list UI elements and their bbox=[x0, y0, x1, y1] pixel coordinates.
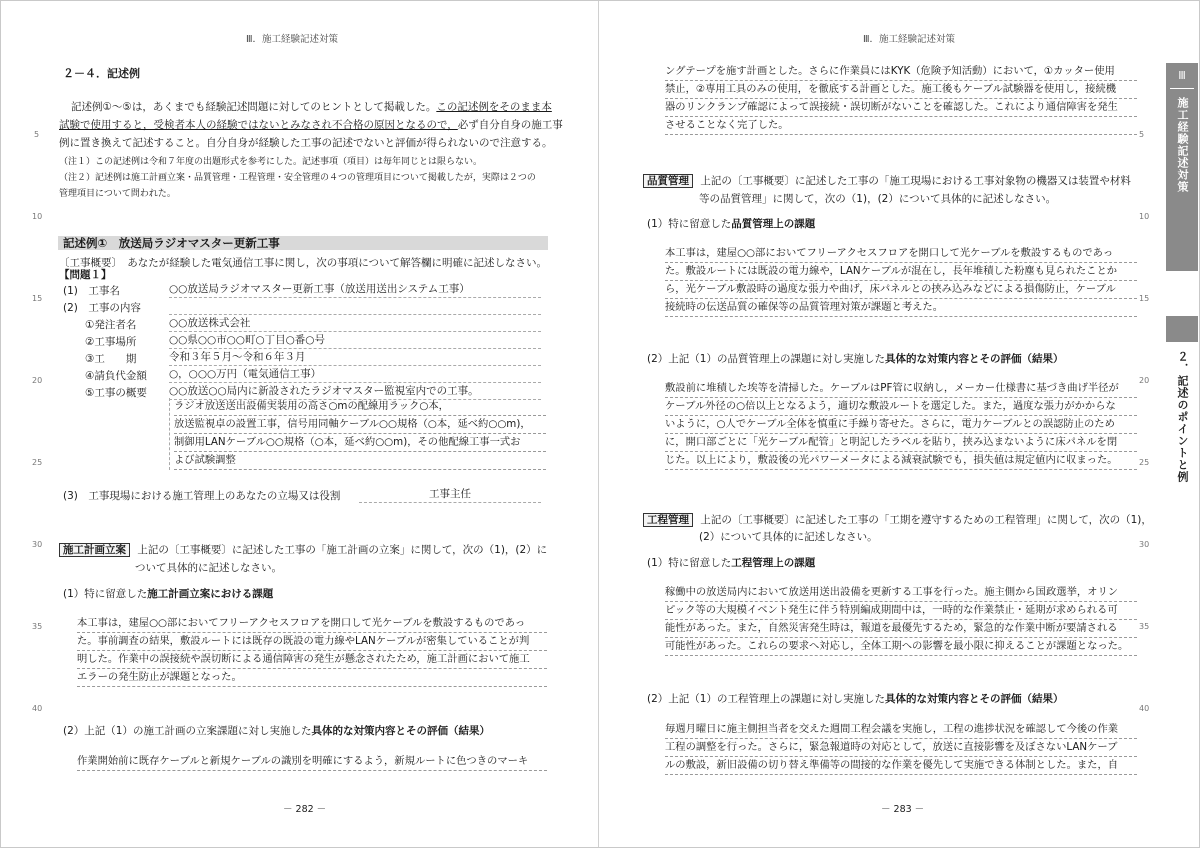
quality-sub1: (1）特に留意した品質管理上の課題 bbox=[647, 218, 816, 230]
intro-line2: 試験で使用すると，受検者本人の経験ではないとみなされ不合格の原因となるので，必ず自分自身の施工事 bbox=[59, 119, 563, 131]
plan-answer-2: 作業開始前に既存ケーブルと新規ケーブルの識別を明確にするよう，新規ルートに色つきのマーキ bbox=[77, 753, 547, 771]
line-number: 10 bbox=[32, 212, 43, 221]
plan-sub2: (2）上記（1）の施工計画の立案課題に対し実施した具体的な対策内容とその評価（結果） bbox=[63, 725, 490, 737]
line-number: 15 bbox=[32, 294, 43, 303]
line-number: 15 bbox=[1139, 294, 1150, 303]
line-number: 35 bbox=[32, 622, 43, 631]
item-label: ③工 期 bbox=[85, 353, 137, 365]
line-number: 10 bbox=[1139, 212, 1150, 221]
right-page bbox=[601, 1, 1199, 847]
plan-question: 施工計画立案 上記の〔工事概要〕に記述した工事の「施工計画の立案」に関して，次の（1)，(2）に bbox=[59, 542, 547, 557]
overview-continued: ラジオ放送送出設備実装用の高さ○mの配線用ラック○本， 放送監視卓の設置工事，信号用同軸ケーブル○○規格（○本，延べ約○○m)， 制御用LANケーブル○○規格（○本，延べ約○○m)，その他配線工事一式お よび試験調整 bbox=[169, 398, 546, 470]
schedule-tag: 工程管理 bbox=[643, 513, 693, 527]
line-number: 30 bbox=[1139, 540, 1150, 549]
item-value: 令和３年５月～令和６年３月 bbox=[169, 349, 541, 366]
quality-tag: 品質管理 bbox=[643, 174, 693, 188]
note-2: （注２）記述例は施工計画立案・品質管理・工程管理・安全管理の４つの管理項目について掲載したが，実際は２つの bbox=[59, 173, 536, 183]
item-value: ○○放送株式会社 bbox=[169, 315, 541, 332]
line-number: 5 bbox=[34, 130, 40, 139]
schedule-sub2: (2）上記（1）の工程管理上の課題に対し実施した具体的な対策内容とその評価（結果） bbox=[647, 693, 1064, 705]
running-header: Ⅲ．施工経験記述対策 bbox=[246, 34, 339, 45]
role-value: 工事主任 bbox=[359, 486, 541, 503]
item-value: ○，○○○万円（電気通信工事） bbox=[169, 366, 541, 383]
line-number: 25 bbox=[32, 458, 43, 467]
quality-answer-2: 敷設前に堆積した埃等を清掃した。ケーブルはPF管に収納し，メーカー仕様書に基づき曲げ半径が ケーブル外径の○倍以上となるよう，適切な敷設ルートを選定した。また，過度な張力がかからな いように，○人でケーブル全体を慎重に手繰り寄せた。さらに，電力ケーブルとの誤認防止のため に，開口部ごとに「光ケーブル配管」と明記したラベルを貼り，挟み込まないように床パネルを閉 じた。以上により，敷設後の光パワーメータによる減衰試験でも，損失値は規定値内に収まった。 bbox=[665, 380, 1137, 470]
role-label: (3) 工事現場における施工管理上のあなたの立場又は役割 bbox=[63, 490, 341, 502]
item-label: ④請負代金額 bbox=[85, 370, 147, 382]
page-number: － 283 － bbox=[881, 804, 925, 815]
quality-sub2: (2）上記（1）の品質管理上の課題に対し実施した具体的な対策内容とその評価（結果） bbox=[647, 353, 1064, 365]
item-value: ○○放送○○局内に新設されたラジオマスター監視室内での工事。 bbox=[169, 383, 541, 400]
schedule-sub1: (1）特に留意した工程管理上の課題 bbox=[647, 557, 816, 569]
question-text: 〔工事概要〕 あなたが経験した電気通信工事に関し，次の事項について解答欄に明確に記述しなさい。 bbox=[59, 257, 548, 269]
line-number: 20 bbox=[32, 376, 43, 385]
schedule-question-cont: (2）について具体的に記述しなさい。 bbox=[699, 531, 878, 543]
line-number: 35 bbox=[1139, 622, 1150, 631]
item-value bbox=[169, 298, 541, 315]
plan-answer-1: 本工事は，建屋○○部においてフリーアクセスフロアを開口して光ケーブルを敷設するものであっ た。事前調査の結果，敷設ルートには既存の既設の電力線やLANケーブルが密集していることが判 明した。作業中の誤接続や誤切断による通信障害の発生が懸念されたため，施工計画において施工 エラーの発生防止が課題となった。 bbox=[77, 615, 547, 687]
question-label: 【問題１】 bbox=[59, 269, 112, 281]
example-title: 記述例① 放送局ラジオマスター更新工事 bbox=[63, 236, 280, 250]
item-label: (1) 工事名 bbox=[63, 285, 120, 297]
line-number: 40 bbox=[1139, 704, 1150, 713]
section-tab: ２．記述のポイントと例 bbox=[1176, 351, 1189, 483]
intro-line3: 例に置き換えて記述すること。自分自身が経験した工事の記述でないと評価が得られないので注意する。 bbox=[59, 137, 553, 149]
schedule-answer-2: 毎週月曜日に施主側担当者を交えた週間工程会議を実施し，工程の進捗状況を確認して今後の作業 工程の調整を行った。さらに，緊急報道時の対応として，放送に直接影響を及ぼさないLANケーブ ルの敷設，新旧設備の切り替え準備等の間接的な作業を優先して実施できる体制とした。また，自 bbox=[665, 721, 1137, 775]
note-1: （注１）この記述例は令和７年度の出題形式を参考にした。記述事項（項目）は毎年同じとは限らない。 bbox=[59, 157, 483, 167]
intro-line1: 記述例①～⑤は，あくまでも経験記述問題に対してのヒントとして掲載した。この記述例をそのまま本 bbox=[71, 101, 552, 113]
section-title: ２－４．記述例 bbox=[63, 67, 140, 80]
item-value: ○○県○○市○○町○丁目○番○号 bbox=[169, 332, 541, 349]
line-number: 40 bbox=[32, 704, 43, 713]
plan-question-cont: ついて具体的に記述しなさい。 bbox=[135, 562, 282, 574]
section-tab-marker bbox=[1166, 316, 1198, 342]
chapter-tab: Ⅲ 施工経験記述対策 bbox=[1166, 63, 1198, 271]
item-value: ○○放送局ラジオマスター更新工事（放送用送出システム工事） bbox=[169, 281, 541, 298]
item-label: ①発注者名 bbox=[85, 319, 137, 331]
left-page bbox=[1, 1, 599, 847]
note-2-cont: 管理項目について問われた。 bbox=[59, 189, 176, 199]
line-number: 5 bbox=[1139, 130, 1145, 139]
line-number: 20 bbox=[1139, 376, 1150, 385]
continued-answer: ングテープを施す計画とした。さらに作業員にはKYK（危険予知活動）において，①カッター使用 禁止，②専用工具のみの使用，を徹底する計画とした。施工後もケーブル試験器を使用し，接続機 器のリンクランプ確認によって誤接続・誤切断がないことを確認した。これにより通信障害を発生 させることなく完了した。 bbox=[665, 63, 1137, 135]
schedule-answer-1: 稼働中の放送局内において放送用送出設備を更新する工事を行った。施主側から国政選挙，オリン ピック等の大規模イベント発生に伴う特別編成期間中は，一時的な作業禁止・延期が求められる可 能性があった。また，自然災害発生時は，報道を最優先するため，緊急的な作業中断が要請される 可能性があった。これらの要求へ対応し，全体工期への影響を最小限に抑えることが課題となった。 bbox=[665, 584, 1137, 656]
plan-sub1: (1）特に留意した施工計画立案における課題 bbox=[63, 588, 274, 600]
quality-answer-1: 本工事は，建屋○○部においてフリーアクセスフロアを開口して光ケーブルを敷設するものであっ た。敷設ルートには既設の電力線や，LANケーブルが混在し，長年堆積した粉塵も見られたことか ら，光ケーブル敷設時の過度な張力や曲げ，床パネルとの挟み込みなどによる損傷防止，ケーブル 接続時の伝送品質の確保等の品質管理対策が課題と考えた。 bbox=[665, 245, 1137, 317]
item-label: ②工事場所 bbox=[85, 336, 137, 348]
schedule-question: 工程管理 上記の〔工事概要〕に記述した工事の「工期を遵守するための工程管理」に関して，次の（1)， bbox=[643, 512, 1152, 527]
item-label: (2) 工事の内容 bbox=[63, 302, 141, 314]
running-header: Ⅲ．施工経験記述対策 bbox=[863, 34, 956, 45]
quality-question: 品質管理 上記の〔工事概要〕に記述した工事の「施工現場における工事対象物の機器又は装置や材料 bbox=[643, 173, 1131, 188]
line-number: 25 bbox=[1139, 458, 1150, 467]
item-label: ⑤工事の概要 bbox=[85, 387, 147, 399]
plan-tag: 施工計画立案 bbox=[59, 543, 130, 557]
quality-question-cont: 等の品質管理」に関して，次の（1)，(2）について具体的に記述しなさい。 bbox=[699, 193, 1057, 205]
line-number: 30 bbox=[32, 540, 43, 549]
page-number: － 282 － bbox=[283, 804, 327, 815]
